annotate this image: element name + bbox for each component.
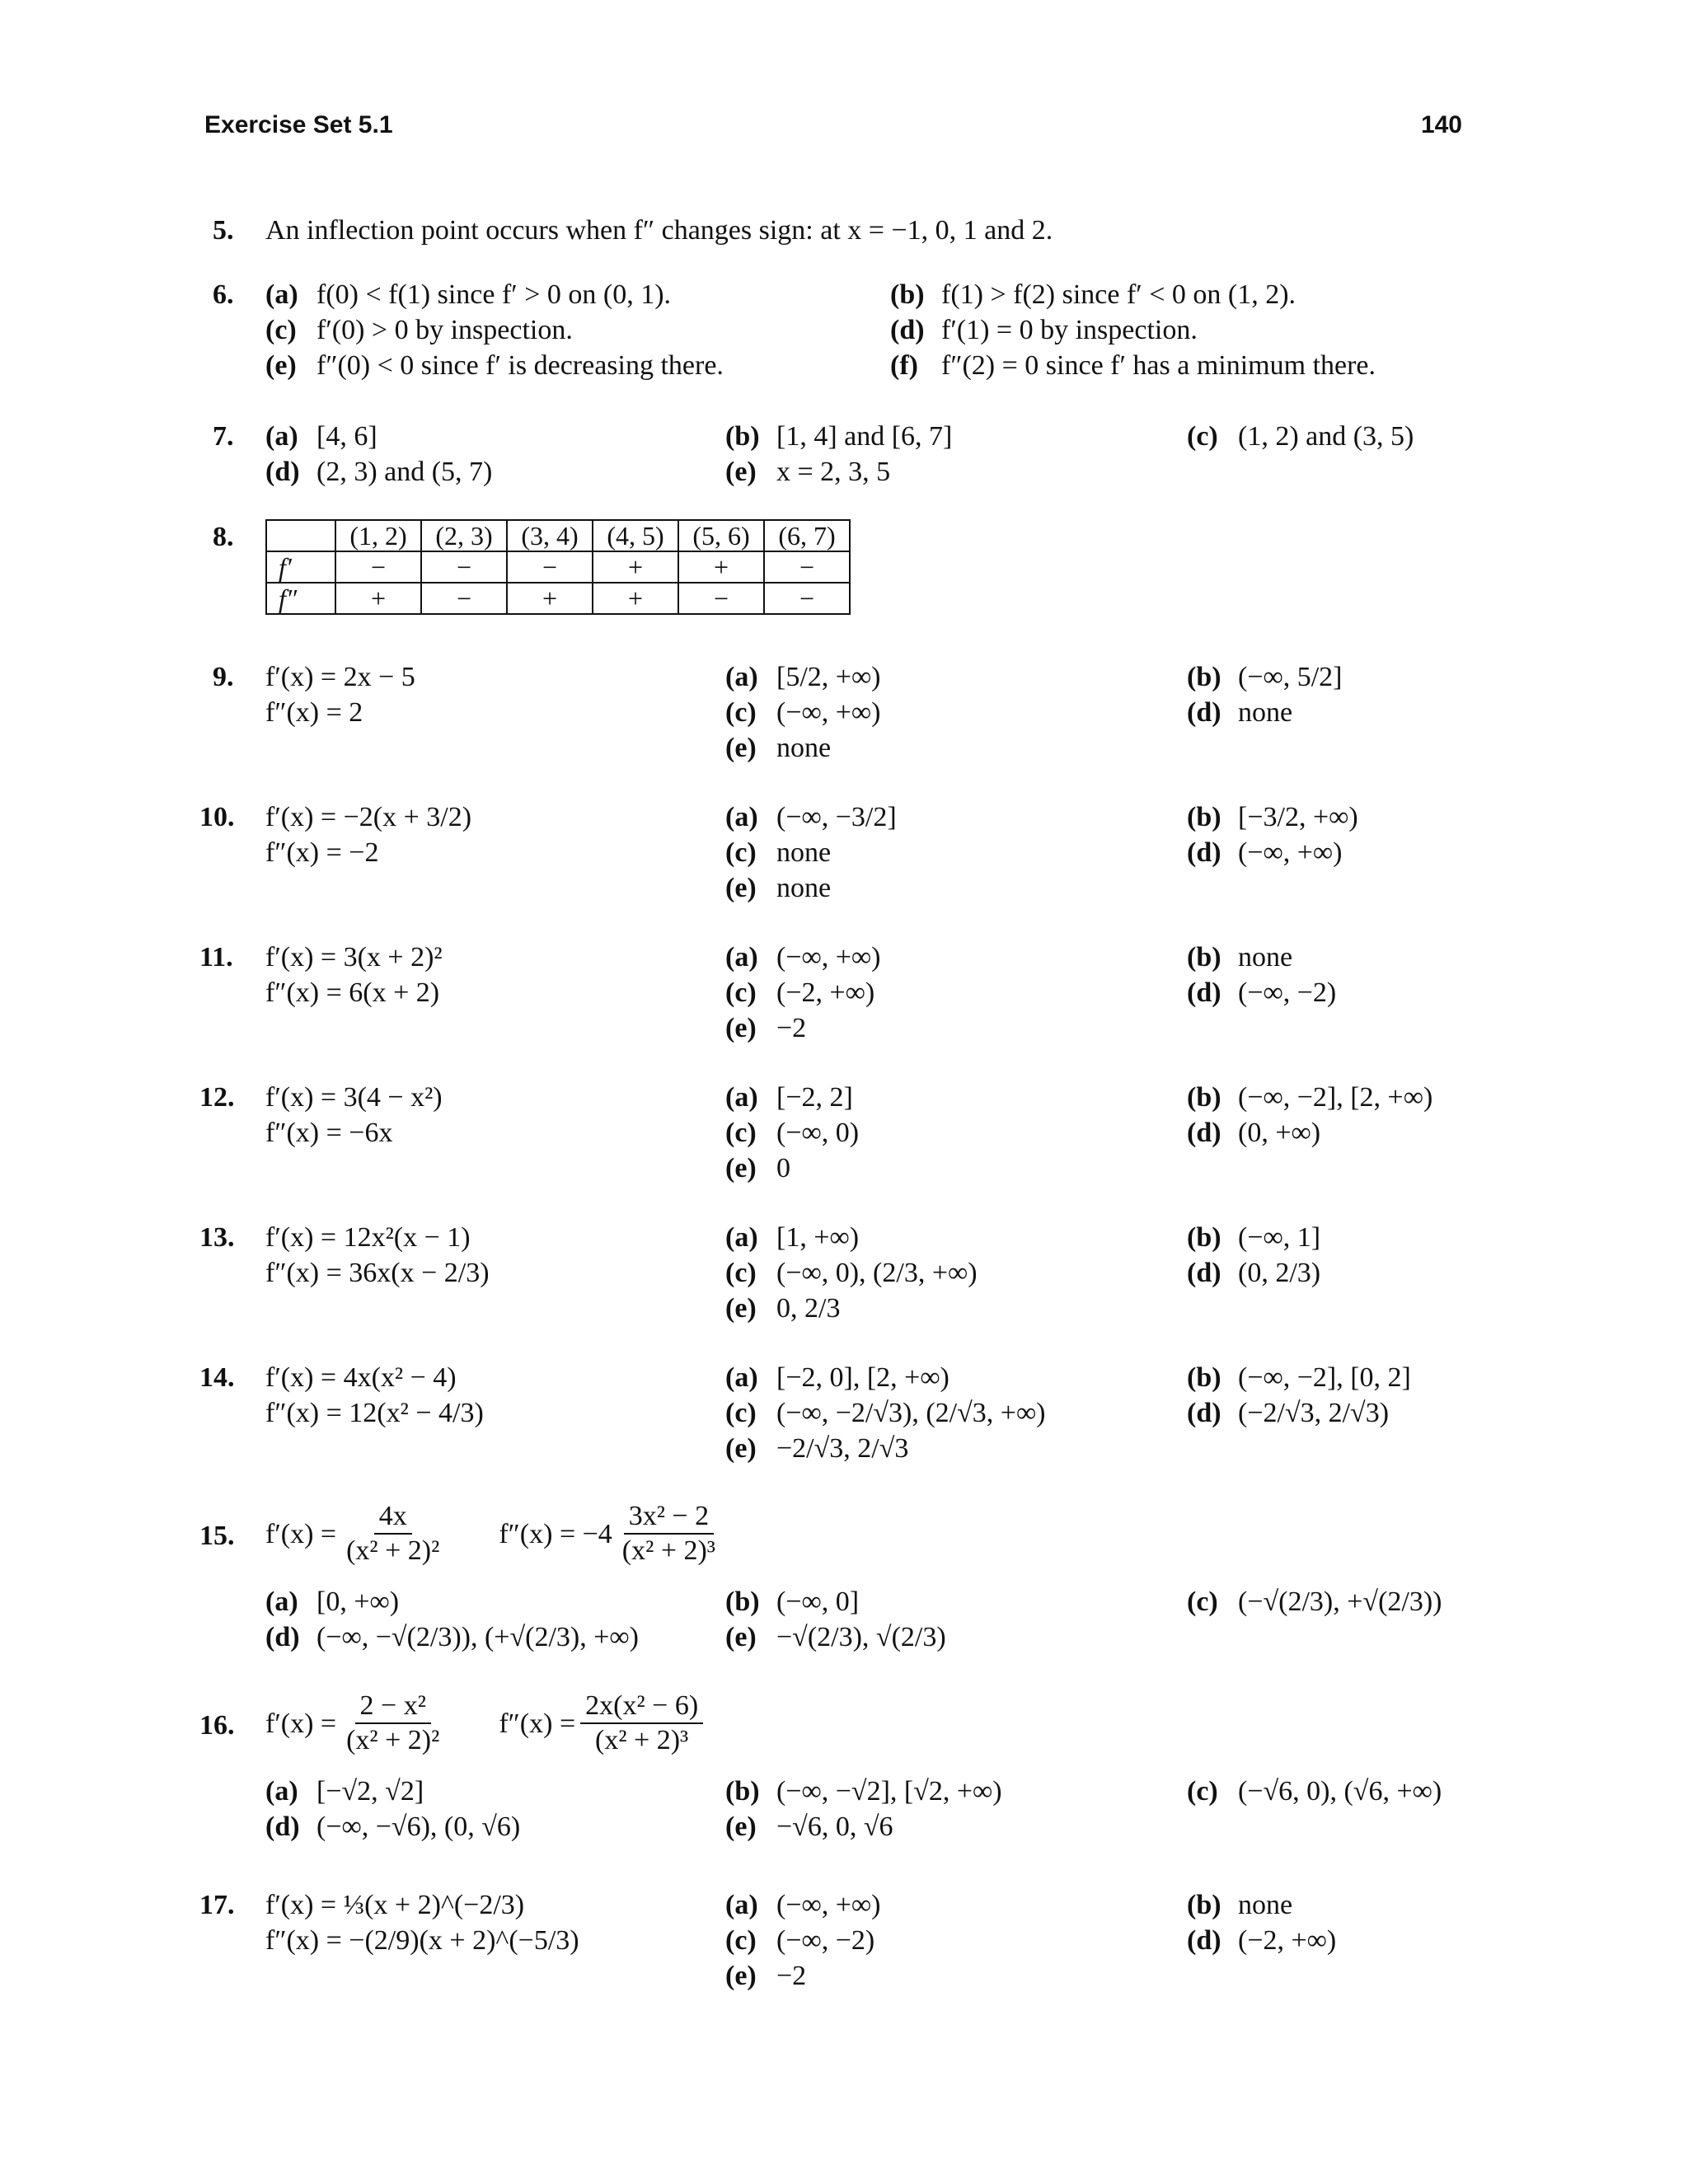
answer-item (1187, 1774, 1442, 1809)
numerator: 4x (374, 1500, 412, 1535)
problem-number: 7. (213, 421, 234, 452)
problem-number: 5. (213, 215, 234, 246)
answer-label: (b) (1187, 802, 1221, 832)
problem-number: 17. (199, 1890, 235, 1920)
answer-item (725, 1619, 946, 1655)
answer-text: (−∞, 0) (776, 1118, 860, 1148)
sign-table-row-label: f′ (266, 551, 335, 583)
answer-item (1187, 1887, 1336, 1923)
page-number: 140 (1420, 111, 1462, 138)
sign-table-row (266, 583, 850, 614)
answers-col-1 (265, 1774, 520, 1844)
sign-cell: − (764, 583, 850, 614)
answer-item (725, 1360, 1046, 1395)
answer-label: (c) (725, 1398, 757, 1428)
answers-col-3 (1187, 940, 1336, 1010)
answer-text: −2/√3, 2/√3 (776, 1433, 909, 1464)
answer-text: 0, 2/3 (776, 1293, 841, 1324)
answer-text: (0, 2/3) (1238, 1258, 1321, 1288)
answer-text: none (1238, 1890, 1293, 1920)
answers-col-2 (725, 1360, 1046, 1466)
answer-item (1187, 1115, 1432, 1151)
answer-label: (e) (725, 873, 757, 903)
answer-item (725, 1151, 859, 1186)
problem-number: 14. (199, 1362, 235, 1393)
problem-number: 11. (199, 942, 233, 972)
answers-col-3 (1187, 799, 1358, 870)
answers-col-3 (1187, 1584, 1442, 1619)
answer-item (265, 1619, 639, 1655)
denominator: (x² + 2)² (346, 1725, 440, 1755)
answer-text: (−∞, 0] (776, 1586, 860, 1617)
derivatives (265, 1080, 443, 1151)
answer-label: (b) (1187, 1222, 1221, 1253)
sign-cell: − (421, 583, 507, 614)
answer-item (1187, 1255, 1320, 1291)
answer-text: (−∞, −2) (1238, 977, 1337, 1008)
answer-label: (d) (1187, 1398, 1221, 1428)
answer-text: [−√2, √2] (316, 1776, 424, 1807)
derivatives (265, 799, 471, 870)
answer-label: (a) (725, 1890, 758, 1920)
answer-item (725, 1010, 880, 1046)
answer-text: none (1238, 942, 1293, 972)
answer-text: [1, +∞) (776, 1222, 860, 1253)
derivatives (265, 1220, 490, 1291)
answer-text: (−∞, −2], [2, +∞) (1238, 1082, 1433, 1113)
problem-number: 16. (199, 1710, 235, 1741)
answer-label: (b) (725, 421, 760, 452)
sign-table-interval: (6, 7) (764, 520, 850, 551)
answer-item (265, 454, 492, 490)
answer-label: (b) (725, 1586, 760, 1617)
sign-cell: + (593, 583, 678, 614)
answer-text: [1, 4] and [6, 7] (776, 421, 953, 452)
answers-left (265, 277, 724, 383)
problem-number: 13. (199, 1222, 235, 1253)
answer-label: (a) (725, 1082, 758, 1113)
answer-text: (−2, +∞) (776, 977, 875, 1008)
answer-label: (d) (265, 1622, 300, 1652)
numerator: 3x² − 2 (624, 1500, 714, 1535)
answer-text: (−2, +∞) (1238, 1925, 1337, 1956)
answer-label: (d) (265, 1811, 300, 1842)
answer-item (1187, 799, 1358, 835)
answer-text: none (776, 733, 832, 763)
answer-text: −√6, 0, √6 (776, 1811, 893, 1842)
answer-text: (−∞, −3/2] (776, 802, 897, 832)
answer-item (1187, 695, 1343, 730)
answer-text: [4, 6] (316, 421, 377, 452)
answer-label: (e) (725, 1622, 757, 1652)
answer-label: (e) (725, 457, 757, 487)
first-derivative: f′(x) = ⅓(x + 2)^(−2/3) (265, 1890, 525, 1920)
answer-text: f′(1) = 0 by inspection. (941, 315, 1198, 345)
answer-item (725, 975, 880, 1010)
answer-text: [5/2, +∞) (776, 662, 881, 692)
answer-label: (c) (725, 697, 757, 728)
sign-cell: + (335, 583, 421, 614)
answer-item (890, 348, 1376, 383)
sign-table-interval: (4, 5) (593, 520, 678, 551)
answer-label: (d) (1187, 1118, 1221, 1148)
first-derivative: f′(x) = 3(4 − x²) (265, 1082, 443, 1113)
sign-table-interval: (2, 3) (421, 520, 507, 551)
answer-item (725, 799, 897, 835)
answers-col-3 (1187, 1774, 1442, 1809)
second-derivative-lhs: f″(x) = (499, 1708, 576, 1739)
answer-item (725, 870, 897, 906)
answer-label: (c) (1187, 1586, 1218, 1617)
sign-table-corner (266, 520, 335, 551)
answer-item (725, 1080, 859, 1115)
answer-text: f′(0) > 0 by inspection. (316, 315, 573, 345)
answer-text: f″(0) < 0 since f′ is decreasing there. (316, 350, 724, 381)
answer-item (1187, 659, 1343, 695)
answer-text: (−∞, −2], [0, 2] (1238, 1362, 1411, 1393)
answer-item (725, 835, 897, 870)
first-derivative-fraction (341, 1690, 444, 1757)
answer-text: none (776, 873, 832, 903)
answer-item (1187, 1360, 1411, 1395)
answer-item (725, 1809, 1002, 1844)
answer-label: (c) (1187, 421, 1218, 452)
answer-label: (f) (890, 350, 918, 381)
answer-item (265, 348, 724, 383)
answer-item (265, 1809, 520, 1844)
second-derivative: f″(x) = 36x(x − 2/3) (265, 1258, 490, 1288)
answer-text: (−2/√3, 2/√3) (1238, 1398, 1390, 1428)
sign-cell: − (421, 551, 507, 583)
answer-text: f″(2) = 0 since f′ has a minimum there. (941, 350, 1376, 381)
denominator: (x² + 2)² (346, 1535, 440, 1566)
answer-label: (d) (1187, 697, 1221, 728)
answer-text: −√(2/3), √(2/3) (776, 1622, 946, 1652)
answer-text: (−∞, +∞) (776, 942, 881, 972)
derivatives (265, 1887, 579, 1958)
answer-item (1187, 1584, 1442, 1619)
answer-text: [−2, 2] (776, 1082, 853, 1113)
answer-text: 0 (776, 1153, 790, 1183)
answer-item (725, 1774, 1002, 1809)
answers-right (890, 277, 1376, 383)
answer-label: (a) (265, 1776, 298, 1807)
answers-col-2 (725, 419, 952, 490)
answer-item (1187, 1395, 1411, 1431)
answer-item (265, 277, 724, 312)
answer-text: (−∞, 5/2] (1238, 662, 1343, 692)
answer-label: (b) (1187, 942, 1221, 972)
answers-col-2 (725, 940, 880, 1046)
answer-text: (1, 2) and (3, 5) (1238, 421, 1414, 452)
answer-item (725, 1115, 859, 1151)
sign-table (265, 519, 851, 615)
answer-text: f(1) > f(2) since f′ < 0 on (1, 2). (941, 279, 1296, 310)
answer-label: (d) (265, 457, 300, 487)
answer-label: (c) (725, 977, 757, 1008)
answer-item (725, 1584, 946, 1619)
answer-label: (e) (725, 1013, 757, 1043)
sign-cell: − (764, 551, 850, 583)
answers-col-3 (1187, 419, 1414, 454)
derivatives (265, 659, 415, 730)
second-derivative-fraction (580, 1690, 703, 1757)
answer-item (725, 1431, 1046, 1466)
answer-text: (−∞, 1] (1238, 1222, 1321, 1253)
answer-text: (−√6, 0), (√6, +∞) (1238, 1776, 1442, 1807)
answer-text: [−3/2, +∞) (1238, 802, 1358, 832)
second-derivative: f″(x) = −2 (265, 837, 379, 868)
answer-label: (d) (890, 315, 925, 345)
answer-item (725, 1923, 880, 1958)
sign-cell: − (335, 551, 421, 583)
denominator: (x² + 2)³ (621, 1535, 716, 1566)
answer-text: −2 (776, 1961, 807, 1991)
answer-item (890, 312, 1376, 348)
answer-label: (a) (265, 279, 298, 310)
sign-cell: + (593, 551, 678, 583)
answers-col-2 (725, 1080, 859, 1186)
answer-label: (e) (725, 1293, 757, 1324)
answers-col-3 (1187, 1220, 1320, 1291)
sign-table-interval: (5, 6) (678, 520, 764, 551)
second-derivative: f″(x) = 2 (265, 697, 363, 728)
answer-label: (e) (725, 1433, 757, 1464)
sign-table-row-label: f″ (266, 583, 335, 614)
answer-item (725, 1395, 1046, 1431)
section-title: Exercise Set 5.1 (204, 111, 393, 138)
answer-label: (b) (1187, 1082, 1221, 1113)
answer-text: [−2, 0], [2, +∞) (776, 1362, 950, 1393)
second-derivative: f″(x) = 12(x² − 4/3) (265, 1398, 484, 1428)
answers-col-2 (725, 1584, 946, 1655)
answer-label: (a) (725, 942, 758, 972)
numerator: 2x(x² − 6) (580, 1690, 703, 1724)
problem-number: 8. (213, 522, 234, 552)
answer-item (725, 419, 952, 454)
answer-item (725, 454, 952, 490)
answer-label: (e) (725, 1811, 757, 1842)
answer-item (725, 940, 880, 975)
problem-number: 15. (199, 1521, 235, 1551)
answer-text: (−∞, 0), (2/3, +∞) (776, 1258, 978, 1288)
second-derivative-lhs: f″(x) = −4 (499, 1518, 612, 1549)
answer-label: (a) (725, 1362, 758, 1393)
first-derivative: f′(x) = 3(x + 2)² (265, 942, 443, 972)
derivative-formulas (265, 1500, 725, 1568)
answer-text: (−∞, +∞) (776, 1890, 881, 1920)
answers-col-1 (265, 419, 492, 490)
sign-table-header-row (266, 520, 850, 551)
answer-text: (−∞, +∞) (1238, 837, 1343, 868)
answer-label: (d) (1187, 1925, 1221, 1956)
answer-item (1187, 975, 1336, 1010)
answer-text: −2 (776, 1013, 807, 1043)
answer-label: (c) (725, 1118, 757, 1148)
answer-label: (a) (265, 421, 298, 452)
answer-label: (e) (725, 1961, 757, 1991)
answers-col-1 (265, 1584, 639, 1655)
second-derivative: f″(x) = −(2/9)(x + 2)^(−5/3) (265, 1925, 579, 1956)
first-derivative: f′(x) = 4x(x² − 4) (265, 1362, 457, 1393)
answer-item (1187, 835, 1358, 870)
answer-label: (b) (1187, 1890, 1221, 1920)
derivative-formulas (265, 1690, 708, 1757)
sign-cell: − (678, 583, 764, 614)
answer-label: (c) (725, 1925, 757, 1956)
answer-text: (−∞, −2/√3), (2/√3, +∞) (776, 1398, 1046, 1428)
answer-text: [0, +∞) (316, 1586, 400, 1617)
first-derivative: f′(x) = −2(x + 3/2) (265, 802, 472, 832)
sign-cell: − (507, 551, 593, 583)
answer-item (725, 1291, 978, 1326)
answer-label: (b) (890, 279, 925, 310)
sign-table-interval: (1, 2) (335, 520, 421, 551)
answer-text: (−√(2/3), +√(2/3)) (1238, 1586, 1442, 1617)
answer-item (725, 695, 881, 730)
answers-col-2 (725, 799, 897, 906)
problem-number: 9. (213, 662, 234, 692)
answer-item (725, 659, 881, 695)
first-derivative-lhs: f′(x) = (265, 1518, 337, 1549)
sign-cell: + (678, 551, 764, 583)
sign-cell: + (507, 583, 593, 614)
answer-item (725, 730, 881, 766)
answers-col-2 (725, 1774, 1002, 1844)
answer-item (265, 312, 724, 348)
derivatives (265, 940, 443, 1010)
answer-item (725, 1887, 880, 1923)
answer-label: (a) (725, 662, 758, 692)
problem-number: 10. (199, 802, 235, 832)
answer-item (1187, 419, 1414, 454)
answer-item (265, 1774, 520, 1809)
answer-item (265, 1584, 639, 1619)
first-derivative-fraction (341, 1500, 444, 1568)
answer-text: (2, 3) and (5, 7) (316, 457, 493, 487)
sign-table-interval: (3, 4) (507, 520, 593, 551)
answer-item (890, 277, 1376, 312)
answer-text: (0, +∞) (1238, 1118, 1321, 1148)
answer-item (1187, 1220, 1320, 1255)
answer-label: (e) (265, 350, 297, 381)
answer-label: (b) (1187, 1362, 1221, 1393)
numerator: 2 − x² (355, 1690, 431, 1724)
answers-col-3 (1187, 659, 1343, 730)
answers-col-3 (1187, 1887, 1336, 1958)
answer-item (725, 1255, 978, 1291)
denominator: (x² + 2)³ (595, 1725, 689, 1755)
answer-text: none (1238, 697, 1293, 728)
answer-item (1187, 940, 1336, 975)
answer-label: (c) (725, 1258, 757, 1288)
answer-label: (c) (265, 315, 297, 345)
problem-number: 12. (199, 1082, 235, 1113)
answer-label: (c) (725, 837, 757, 868)
derivatives (265, 1360, 484, 1431)
answer-label: (e) (725, 1153, 757, 1183)
answer-text: (−∞, +∞) (776, 697, 881, 728)
answers-col-2 (725, 1220, 978, 1326)
answer-text: (−∞, −√(2/3)), (+√(2/3), +∞) (316, 1622, 639, 1652)
answer-item (725, 1958, 880, 1994)
answers-col-3 (1187, 1360, 1411, 1431)
first-derivative: f′(x) = 2x − 5 (265, 662, 415, 692)
second-derivative: f″(x) = 6(x + 2) (265, 977, 440, 1008)
answer-item (265, 419, 492, 454)
answer-label: (b) (1187, 662, 1221, 692)
second-derivative-fraction (617, 1500, 720, 1568)
answer-label: (a) (725, 802, 758, 832)
first-derivative-lhs: f′(x) = (265, 1708, 337, 1739)
answers-col-2 (725, 1887, 880, 1994)
answer-label: (e) (725, 733, 757, 763)
answer-label: (b) (725, 1776, 760, 1807)
answer-text: (−∞, −√2], [√2, +∞) (776, 1776, 1002, 1807)
answer-label: (a) (725, 1222, 758, 1253)
second-derivative: f″(x) = −6x (265, 1118, 393, 1148)
problem-text: An inflection point occurs when f″ changes sign: at x = −1, 0, 1 and 2. (265, 215, 1053, 246)
answer-label: (d) (1187, 837, 1221, 868)
answer-item (1187, 1923, 1336, 1958)
answer-text: f(0) < f(1) since f′ > 0 on (0, 1). (316, 279, 672, 310)
answer-label: (d) (1187, 977, 1221, 1008)
answer-text: (−∞, −√6), (0, √6) (316, 1811, 521, 1842)
answer-text: x = 2, 3, 5 (776, 457, 891, 487)
answer-item (1187, 1080, 1432, 1115)
answers-col-3 (1187, 1080, 1432, 1151)
first-derivative: f′(x) = 12x²(x − 1) (265, 1222, 471, 1253)
problem-number: 6. (213, 279, 234, 310)
answer-label: (c) (1187, 1776, 1218, 1807)
answer-item (725, 1220, 978, 1255)
answer-text: none (776, 837, 832, 868)
answers-col-2 (725, 659, 881, 766)
sign-table-row (266, 551, 850, 583)
answer-label: (d) (1187, 1258, 1221, 1288)
answer-text: (−∞, −2) (776, 1925, 875, 1956)
answer-label: (a) (265, 1586, 298, 1617)
